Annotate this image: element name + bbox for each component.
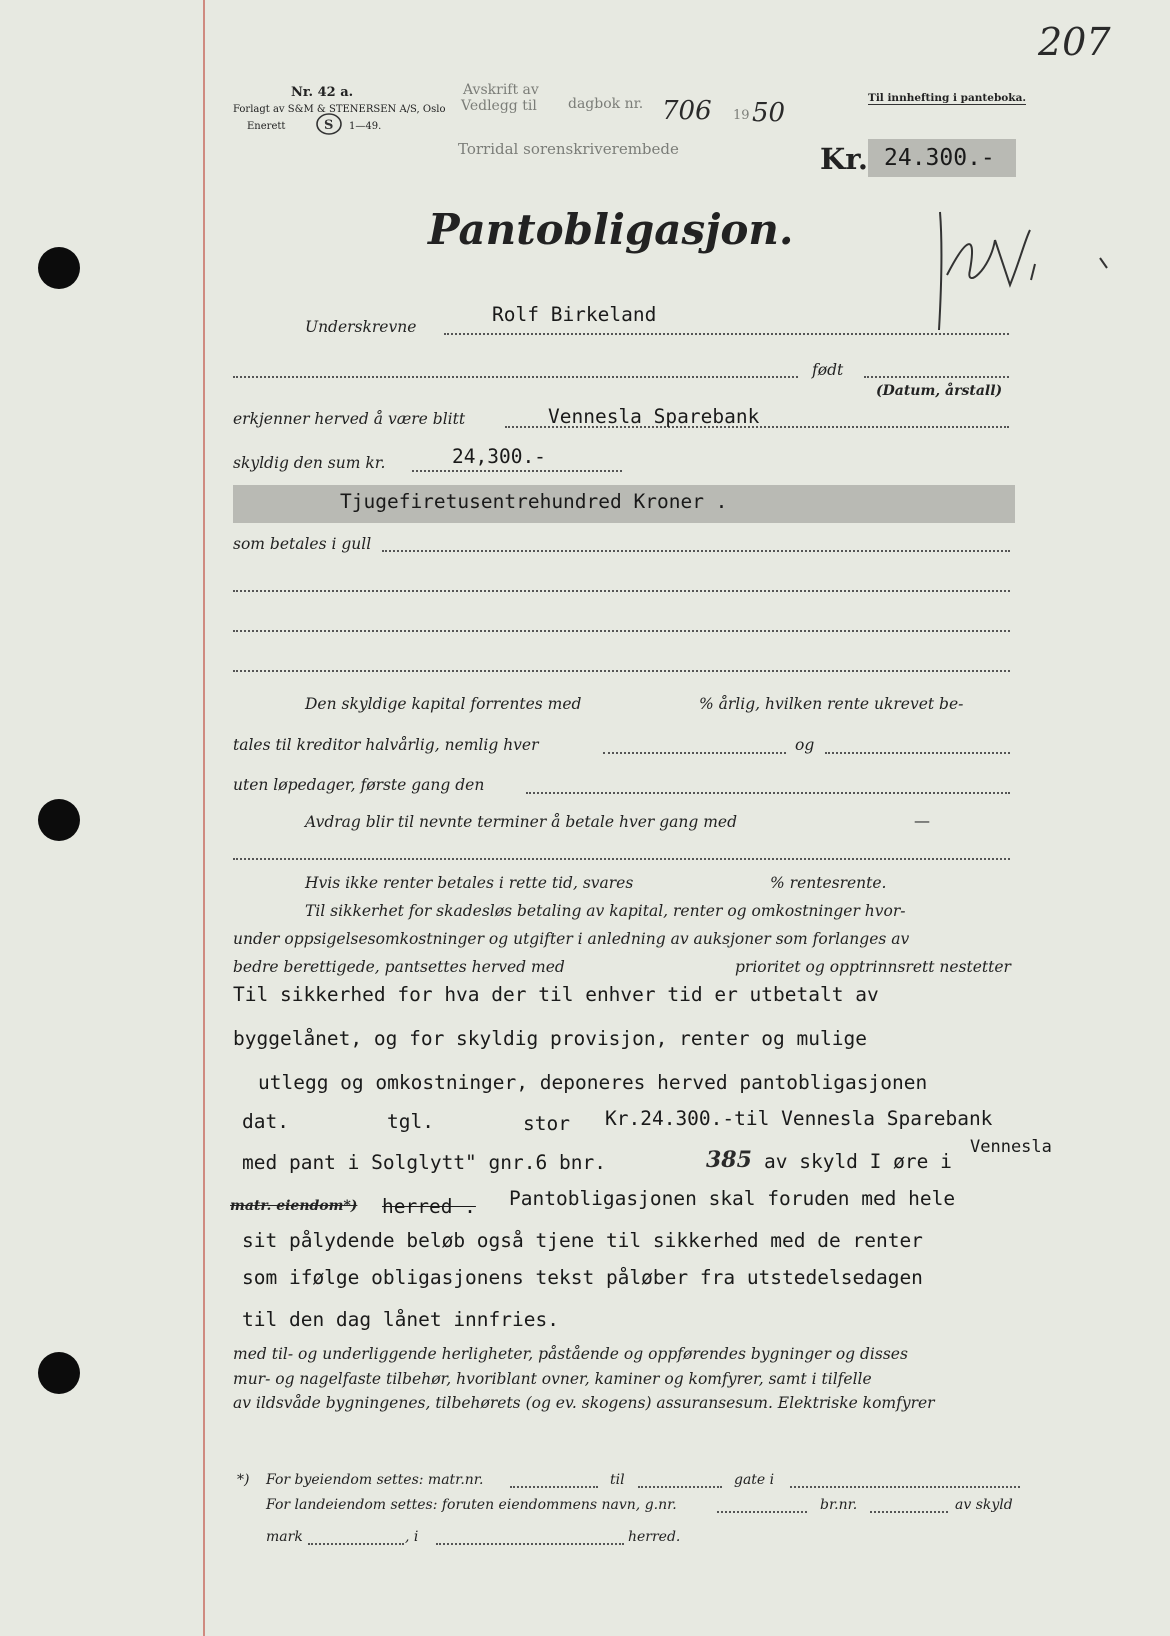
blank-line-3 [233,670,1010,672]
sum-line [412,470,622,472]
gull-label: som betales i gull [233,535,372,553]
handwritten-bnr: 385 [706,1147,752,1173]
mark-line [308,1543,404,1545]
publisher-date: 1—49. [349,121,382,132]
typed-stor: stor [523,1112,570,1135]
hver-line [603,752,786,754]
typed-line-9: til den dag lånet innfries. [242,1308,559,1331]
brnr-line [870,1511,948,1513]
kr-label: Kr. [820,142,868,176]
address-line [233,376,798,378]
innhefting-note: Til innhefting i panteboka. [868,92,1027,104]
office-stamp: Torridal sorenskriverembede [458,140,679,158]
kapital-text: Den skyldige kapital forrentes med [305,695,582,713]
closing-line-1: med til- og underliggende herligheter, påstående og oppførendes bygninger og disses [233,1345,908,1363]
year-prefix: 19 [733,108,750,123]
sikkerhet-text: Til sikkerhet for skadesløs betaling av kapital, renter og omkostninger hvor- [305,902,906,920]
punch-hole-middle [38,799,80,841]
oppsigelse-text: under oppsigelsesomkostninger og utgifter i anledning av auksjoner som forlanges av [233,930,910,948]
typed-line-2: byggelånet, og for skyldig provisjon, renter og mulige [233,1027,867,1050]
footnote-gate: gate i [734,1472,775,1488]
datum-label: (Datum, årstall) [876,383,1003,399]
footnote-i: , i [405,1529,419,1545]
document-title: Pantobligasjon. [428,205,794,254]
footnote-marker: *) [237,1472,250,1488]
initials-signature [935,200,1115,340]
fodt-line [864,376,1009,378]
form-number: Nr. 42 a. [291,85,354,100]
rente-text: % årlig, hvilken rente ukrevet be- [699,695,964,713]
typed-dat: dat. [242,1110,289,1133]
forste-gang-line [526,792,1010,794]
typed-line-6: Pantobligasjonen skal foruden med hele [509,1187,956,1210]
publisher-enerett: Enerett [247,121,286,132]
dagbok-label: dagbok nr. [568,96,644,112]
footnote-byeiendom: For byeiendom settes: matr.nr. [266,1472,484,1488]
underskrevne-label: Underskrevne [305,318,417,336]
vedlegg-label: Vedlegg til [461,98,537,114]
footnote-brnr: br.nr. [820,1497,858,1513]
matr-eiendom-struck: matr. eiendom*) [230,1198,358,1214]
typed-line-8: som ifølge obligasjonens tekst påløber fra utstedelsedagen [242,1266,923,1289]
page-number: 207 [1038,20,1111,64]
closing-line-2: mur- og nagelfaste tilbehør, hvoriblant ovner, kaminer og komfyrer, samt i tilfelle [233,1370,872,1388]
og-text: og [795,736,815,754]
halvarlig-text: tales til kreditor halvårlig, nemlig hver [233,736,539,754]
avdrag-line [233,858,1010,860]
punch-hole-bottom [38,1352,80,1394]
footnote-til: til [610,1472,625,1488]
typed-line-1: Til sikkerhed for hva der til enhver tid er utbetalt av [233,983,879,1006]
initials-text: Kr [1005,230,1007,231]
margin-rule [203,0,205,1636]
prioritet-text: prioritet og opptrinnsrett nestetter [735,958,1011,976]
gull-line [382,550,1010,552]
og-line [825,752,1010,754]
typed-herred: herred . [382,1195,476,1218]
punch-hole-top [38,247,80,289]
erkjenner-label: erkjenner herved å være blitt [233,410,466,428]
typed-amount-creditor: Kr.24.300.-til Vennesla Sparebank [605,1107,993,1130]
sum-words: Tjugefiretusentrehundred Kroner . [340,490,728,513]
herred-line [436,1543,624,1545]
avdrag-dash: — [914,811,930,830]
pantsettes-text: bedre berettigede, pantsettes herved med [233,958,565,976]
skyldig-label: skyldig den sum kr. [233,454,386,472]
year-value: 50 [752,98,786,128]
typed-pant: med pant i Solglytt" gnr.6 bnr. [242,1151,606,1174]
rentesrente-text: % rentesrente. [770,874,887,892]
svg-text:S: S [324,118,334,133]
footnote-landeiendom: For landeiendom settes: foruten eiendommens navn, g.nr. [266,1497,677,1513]
footnote-skyld: av skyld [955,1497,1013,1513]
gnr-line [717,1511,807,1513]
publisher-logo-icon [316,112,342,136]
avdrag-text: Avdrag blir til nevnte terminer å betale hver gang med [305,813,737,831]
publisher-line: Forlagt av S&M & STENERSEN A/S, Oslo [233,104,446,115]
typed-skyld: av skyld I øre i [764,1150,952,1173]
gate-line [790,1486,1020,1488]
underskrevne-value: Rolf Birkeland [492,303,657,326]
typed-line-3: utlegg og omkostninger, deponeres herved pantobligasjonen [258,1071,928,1094]
til-line [638,1486,722,1488]
avskrift-label: Avskrift av [463,82,539,98]
typed-vennesla: Vennesla [970,1137,1052,1157]
fodt-label: født [812,361,844,379]
sum-value: 24,300.- [452,445,546,468]
typed-line-7: sit pålydende beløb også tjene til sikkerhed med de renter [242,1229,923,1252]
blank-line-1 [233,590,1010,592]
footnote-herred: herred. [628,1529,681,1545]
creditor-value: Vennesla Sparebank [548,405,760,428]
lopedager-text: uten løpedager, første gang den [233,776,485,794]
underskrevne-line [444,333,1009,335]
renter-text: Hvis ikke renter betales i rette tid, svares [305,874,634,892]
matr-nr-line [510,1486,598,1488]
dagbok-number: 706 [662,96,712,126]
blank-line-2 [233,630,1010,632]
typed-tgl: tgl. [387,1110,434,1133]
footnote-mark: mark [266,1529,303,1545]
closing-line-3: av ildsvåde bygningenes, tilbehørets (og ev. skogens) assuransesum. Elektriske komfyrer [233,1394,935,1412]
kr-amount: 24.300.- [884,145,995,171]
